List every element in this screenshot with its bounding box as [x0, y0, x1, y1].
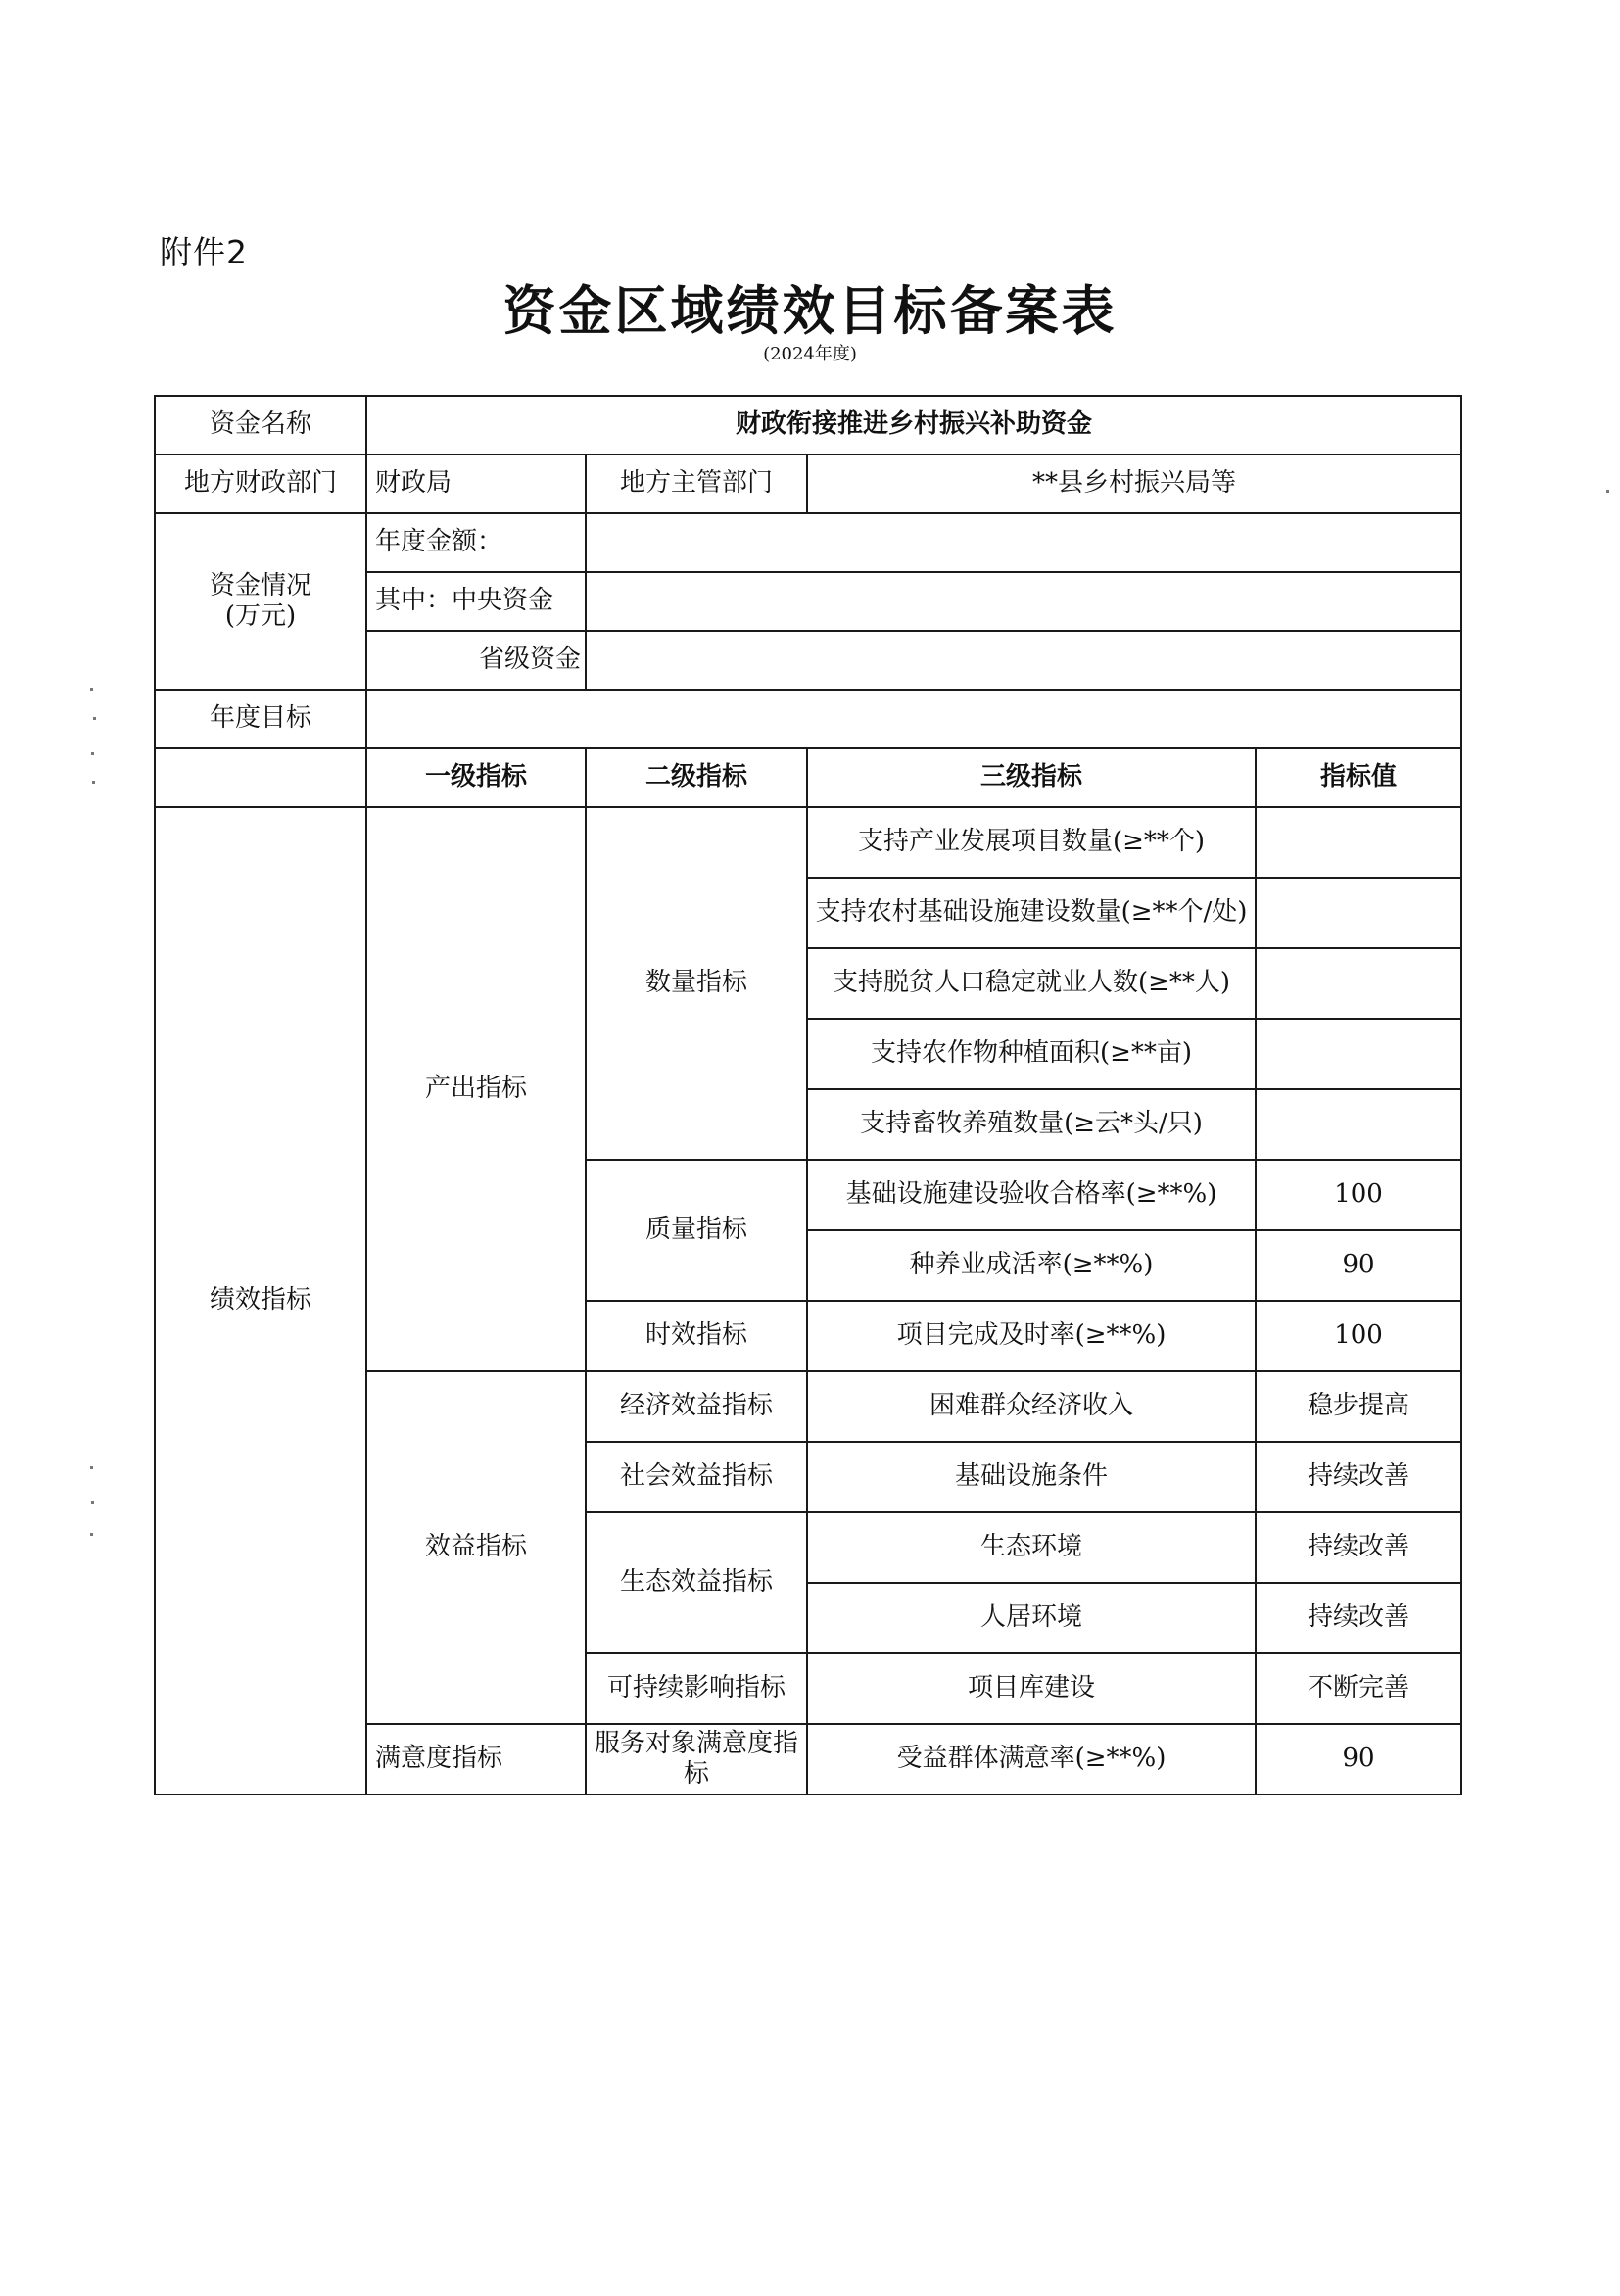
- indicator-value: [1256, 807, 1461, 878]
- scan-speck: [91, 752, 94, 755]
- indicator-name: 人居环境: [807, 1583, 1256, 1653]
- annual-amount-label: 年度金额：: [366, 513, 586, 572]
- indicator-value: 100: [1256, 1301, 1461, 1371]
- provincial-fund-value: [586, 631, 1461, 690]
- output-label: 产出指标: [366, 807, 586, 1371]
- finance-dept-label: 地方财政部门: [155, 454, 366, 513]
- supervisor-dept-label: 地方主管部门: [586, 454, 807, 513]
- page-title: 资金区域绩效目标备案表: [502, 279, 1118, 342]
- fund-status-label: [155, 513, 366, 690]
- scan-speck: [91, 1501, 94, 1504]
- indicator-value: 90: [1256, 1724, 1461, 1794]
- header-value: 指标值: [1256, 748, 1461, 807]
- fund-status-line2: (万元): [224, 601, 297, 631]
- scan-speck: [92, 781, 95, 784]
- attachment-label: 附件2: [160, 233, 248, 271]
- scan-speck: [93, 717, 96, 720]
- indicator-name: 受益群体满意率(≥**%): [807, 1724, 1256, 1794]
- central-fund-label: 其中：中央资金: [366, 572, 586, 631]
- ecological-label: 生态效益指标: [586, 1512, 807, 1653]
- indicator-value: [1256, 948, 1461, 1019]
- indicator-name: 基础设施条件: [807, 1442, 1256, 1512]
- header-level1: 一级指标: [366, 748, 586, 807]
- fund-name-value: 财政衔接推进乡村振兴补助资金: [366, 396, 1461, 454]
- performance-target-table: [154, 395, 1462, 1795]
- supervisor-dept-value: **县乡村振兴局等: [807, 454, 1461, 513]
- service-satisfaction-label: 服务对象满意度指标: [586, 1724, 807, 1794]
- annual-goal-value: [366, 690, 1461, 748]
- indicator-value: 持续改善: [1256, 1583, 1461, 1653]
- indicator-value: 稳步提高: [1256, 1371, 1461, 1442]
- indicator-name: 基础设施建设验收合格率(≥**%): [807, 1160, 1256, 1230]
- indicator-name: 生态环境: [807, 1512, 1256, 1583]
- header-level2: 二级指标: [586, 748, 807, 807]
- indicator-value: 90: [1256, 1230, 1461, 1301]
- economic-label: 经济效益指标: [586, 1371, 807, 1442]
- scan-speck: [90, 688, 93, 691]
- indicator-value: [1256, 1019, 1461, 1089]
- header-blank: [155, 748, 366, 807]
- indicator-name: 困难群众经济收入: [807, 1371, 1256, 1442]
- indicator-name: 支持农村基础设施建设数量(≥**个/处): [807, 878, 1256, 948]
- annual-amount-value: [586, 513, 1461, 572]
- indicator-value: 持续改善: [1256, 1512, 1461, 1583]
- indicator-value: 持续改善: [1256, 1442, 1461, 1512]
- sustainable-label: 可持续影响指标: [586, 1653, 807, 1724]
- indicator-name: 种养业成活率(≥**%): [807, 1230, 1256, 1301]
- indicator-name: 项目库建设: [807, 1653, 1256, 1724]
- scan-speck: [1606, 490, 1609, 493]
- fund-status-line1: 资金情况: [209, 570, 311, 600]
- scan-speck: [90, 1533, 93, 1536]
- provincial-fund-label: 省级资金: [366, 631, 586, 690]
- indicator-name: 支持畜牧养殖数量(≥云*头/只): [807, 1089, 1256, 1160]
- indicator-value: [1256, 878, 1461, 948]
- indicator-name: 支持脱贫人口稳定就业人数(≥**人): [807, 948, 1256, 1019]
- timeliness-label: 时效指标: [586, 1301, 807, 1371]
- finance-dept-value: 财政局: [366, 454, 586, 513]
- fund-name-label: 资金名称: [155, 396, 366, 454]
- benefit-label: 效益指标: [366, 1371, 586, 1724]
- quantity-label: 数量指标: [586, 807, 807, 1160]
- central-fund-value: [586, 572, 1461, 631]
- indicator-value: [1256, 1089, 1461, 1160]
- perf-label: 绩效指标: [155, 807, 366, 1794]
- indicator-name: 支持产业发展项目数量(≥**个): [807, 807, 1256, 878]
- indicator-name: 支持农作物种植面积(≥**亩): [807, 1019, 1256, 1089]
- quality-label: 质量指标: [586, 1160, 807, 1301]
- annual-goal-label: 年度目标: [155, 690, 366, 748]
- indicator-value: 不断完善: [1256, 1653, 1461, 1724]
- header-level3: 三级指标: [807, 748, 1256, 807]
- year-label: (2024年度): [763, 344, 857, 364]
- scan-speck: [90, 1466, 93, 1469]
- indicator-value: 100: [1256, 1160, 1461, 1230]
- indicator-name: 项目完成及时率(≥**%): [807, 1301, 1256, 1371]
- social-label: 社会效益指标: [586, 1442, 807, 1512]
- satisfaction-label: 满意度指标: [366, 1724, 586, 1794]
